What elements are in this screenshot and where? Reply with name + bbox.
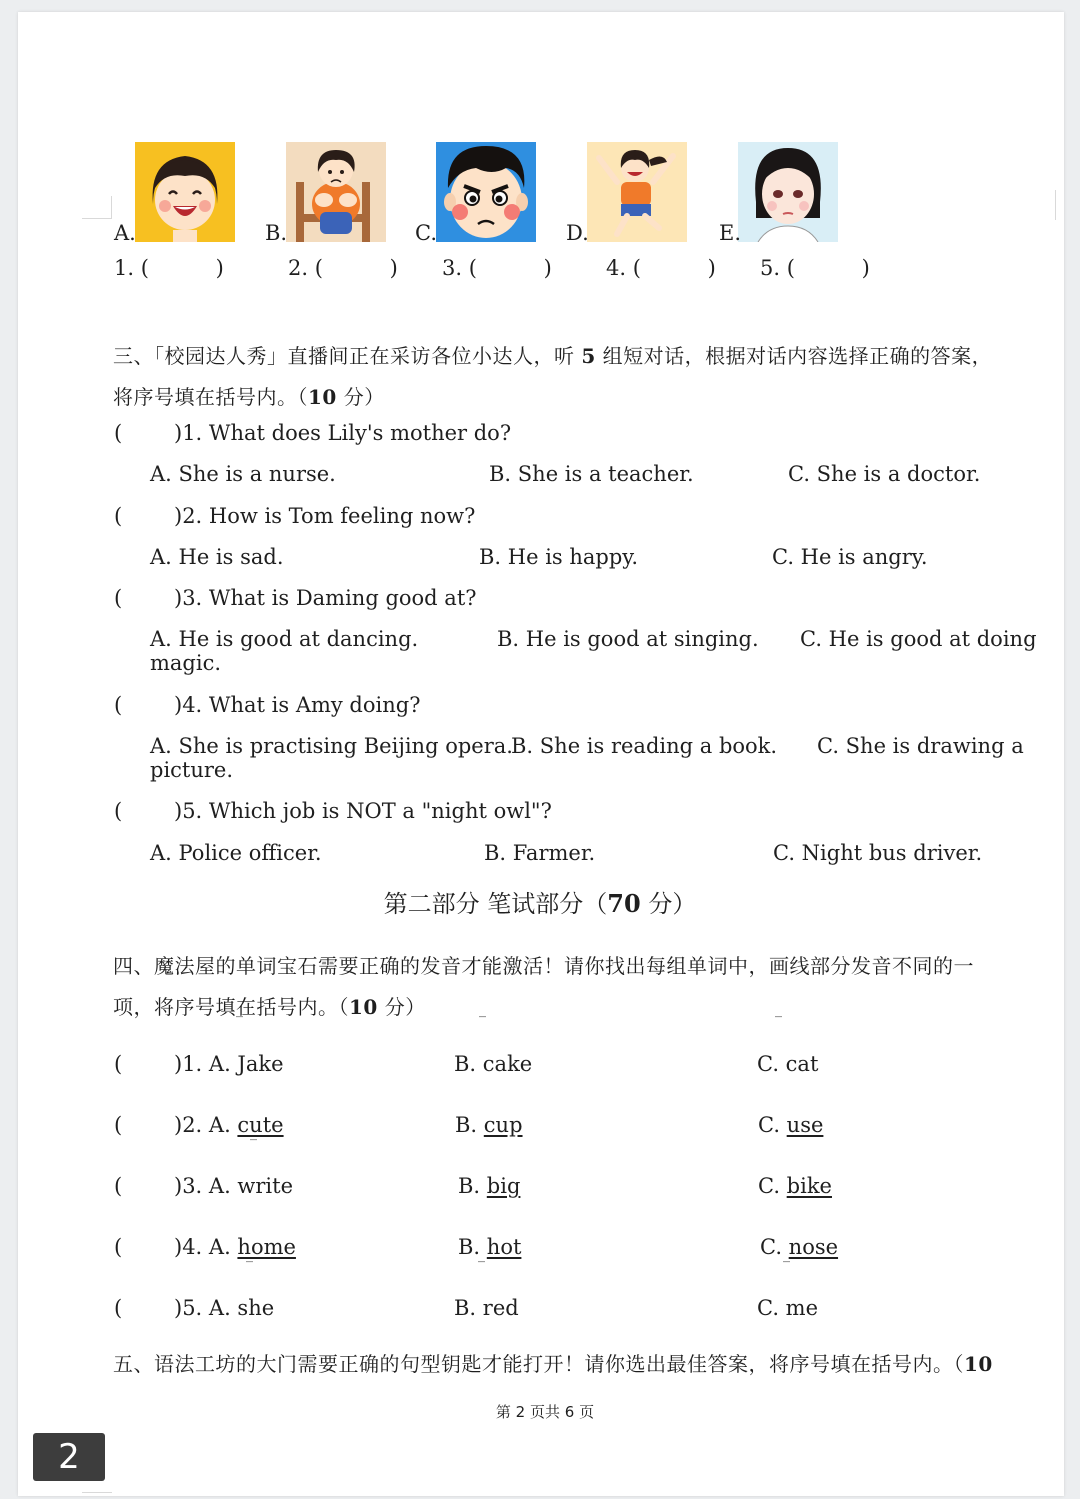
option-label: B. [454,1052,483,1076]
item-number: )3. A. [174,1174,238,1198]
corner-mark [1055,190,1056,220]
answer-blank[interactable]: 1. ( ) [114,256,224,280]
option-c: C. She is a doctor. [788,462,981,486]
option-label: B. [458,1174,487,1198]
answer-blank[interactable]: 3. ( ) [442,256,552,280]
picture-sad-girl [286,142,386,242]
option-c [758,1174,832,1198]
option-b: B. She is a teacher. [489,462,694,486]
option-label: B. [458,1235,487,1259]
part2-points: 70 [607,889,641,918]
stress-mark: ‾ [236,1015,243,1031]
answer-paren[interactable]: ( [114,1174,123,1198]
word-c: cat [785,1052,819,1076]
phonics-item [174,1052,284,1076]
phonics-item [174,1235,296,1259]
picture-tired-woman [738,142,838,242]
answer-paren[interactable]: ( [114,693,123,717]
page-footer: 第 2 页共 6 页 [495,1403,595,1421]
word-b: hot [486,1235,522,1259]
option-c: C. Night bus driver. [773,841,983,865]
option-c [758,1113,823,1137]
option-c: C. He is angry. [772,545,928,569]
option-b [454,1052,532,1076]
question-text: )3. What is Daming good at? [174,586,477,610]
page-number-badge[interactable]: 2 [33,1433,105,1481]
picture-label: D. [566,221,589,245]
word-c: use [786,1113,824,1137]
word-a: home [237,1235,296,1259]
section4-text: 项，将序号填在括号内。（ [113,995,349,1019]
section3-text: 将序号填在括号内。（ [113,385,308,409]
corner-mark [111,196,112,219]
section-points: 10 [349,995,378,1019]
item-number: )2. A. [174,1113,238,1137]
answer-blank[interactable]: 5. ( ) [760,256,870,280]
answer-paren[interactable]: ( [114,1296,123,1320]
option-label: B. [455,1113,484,1137]
option-c-continuation: picture. [150,758,234,782]
option-c [757,1052,818,1076]
option-c: C. He is good at doing [800,627,1037,651]
section3-instruction [113,340,992,369]
word-a: cute [237,1113,284,1137]
picture-excited-girl [587,142,687,242]
option-a: A. She is practising Beijing opera. [150,734,513,758]
option-b [458,1235,521,1259]
word-c: bike [786,1174,832,1198]
picture-angry-boy [436,142,536,242]
part2-title-text: 分） [640,890,697,918]
section4-instruction: 四、魔法屋的单词宝石需要正确的发音才能激活！请你找出每组单词中，画线部分发音不同的一 [113,954,974,978]
option-a: A. He is good at dancing. [150,627,419,651]
stress-mark: ‾ [479,1015,486,1031]
section3-text: 分） [336,385,385,409]
option-c [760,1235,838,1259]
item-number: )5. A. [174,1296,238,1320]
section5-instruction [113,1348,993,1377]
option-b [454,1296,519,1320]
stress-mark: ‾ [783,1260,790,1276]
answer-blank[interactable]: 4. ( ) [606,256,716,280]
question-text: )5. Which job is NOT a "night owl"? [174,799,552,823]
option-c [757,1296,818,1320]
picture-label: E. [719,221,742,245]
phonics-item [174,1174,293,1198]
word-b: cup [483,1113,523,1137]
option-a: A. He is sad. [150,545,284,569]
word-a: write [237,1174,294,1198]
part2-title-text: 第二部分 笔试部分（ [383,890,608,918]
phonics-item [174,1113,284,1137]
section4-instruction-line2 [113,991,426,1020]
option-b [455,1113,523,1137]
option-label: C. [760,1235,789,1259]
word-a: Jake [237,1052,284,1076]
question-text: )1. What does Lily's mother do? [174,421,512,445]
answer-paren[interactable]: ( [114,504,123,528]
option-label: C. [758,1174,787,1198]
answer-paren[interactable]: ( [114,799,123,823]
word-b: red [482,1296,519,1320]
section5-text: 五、语法工坊的大门需要正确的句型钥匙才能打开！请你选出最佳答案，将序号填在括号内。（ [113,1352,964,1376]
answer-paren[interactable]: ( [114,421,123,445]
phonics-item [174,1296,274,1320]
stress-mark: ‾ [250,1138,257,1154]
section3-text: 三、「校园达人秀」直播间正在采访各位小达人，听 [113,344,582,368]
section3-text: 组短对话，根据对话内容选择正确的答案， [595,344,993,368]
picture-label: C. [415,221,437,245]
stress-mark: ‾ [478,1260,485,1276]
option-label: C. [757,1052,786,1076]
picture-happy-girl [135,142,235,242]
option-a: A. She is a nurse. [150,462,336,486]
word-c: me [785,1296,819,1320]
question-text: )2. How is Tom feeling now? [174,504,476,528]
stress-mark: ‾ [246,1260,253,1276]
answer-paren[interactable]: ( [114,586,123,610]
part2-title [0,884,1080,919]
option-b [458,1174,520,1198]
word-b: cake [482,1052,533,1076]
option-b: B. He is happy. [479,545,639,569]
option-b: B. He is good at singing. [497,627,759,651]
corner-mark [82,218,112,219]
stress-mark: ‾ [775,1015,782,1031]
answer-paren[interactable]: ( [114,1052,123,1076]
item-number: )1. A. [174,1052,238,1076]
dialog-count: 5 [581,344,596,368]
section4-text: 分） [377,995,426,1019]
answer-blank[interactable]: 2. ( ) [288,256,398,280]
section-points: 10 [964,1352,993,1376]
option-label: C. [758,1113,787,1137]
option-c: C. She is drawing a [817,734,1024,758]
answer-paren[interactable]: ( [114,1113,123,1137]
option-label: C. [757,1296,786,1320]
word-b: big [486,1174,521,1198]
item-number: )4. A. [174,1235,238,1259]
word-c: nose [788,1235,839,1259]
question-text: )4. What is Amy doing? [174,693,421,717]
section3-instruction-line2 [113,381,385,410]
option-b: B. She is reading a book. [511,734,778,758]
option-c-continuation: magic. [150,651,222,675]
section-points: 10 [308,385,337,409]
option-a: A. Police officer. [150,841,322,865]
word-a: she [237,1296,275,1320]
option-b: B. Farmer. [484,841,596,865]
picture-label: B. [265,221,288,245]
option-label: B. [454,1296,483,1320]
corner-mark [82,1492,112,1493]
answer-paren[interactable]: ( [114,1235,123,1259]
picture-label: A. [114,221,136,245]
